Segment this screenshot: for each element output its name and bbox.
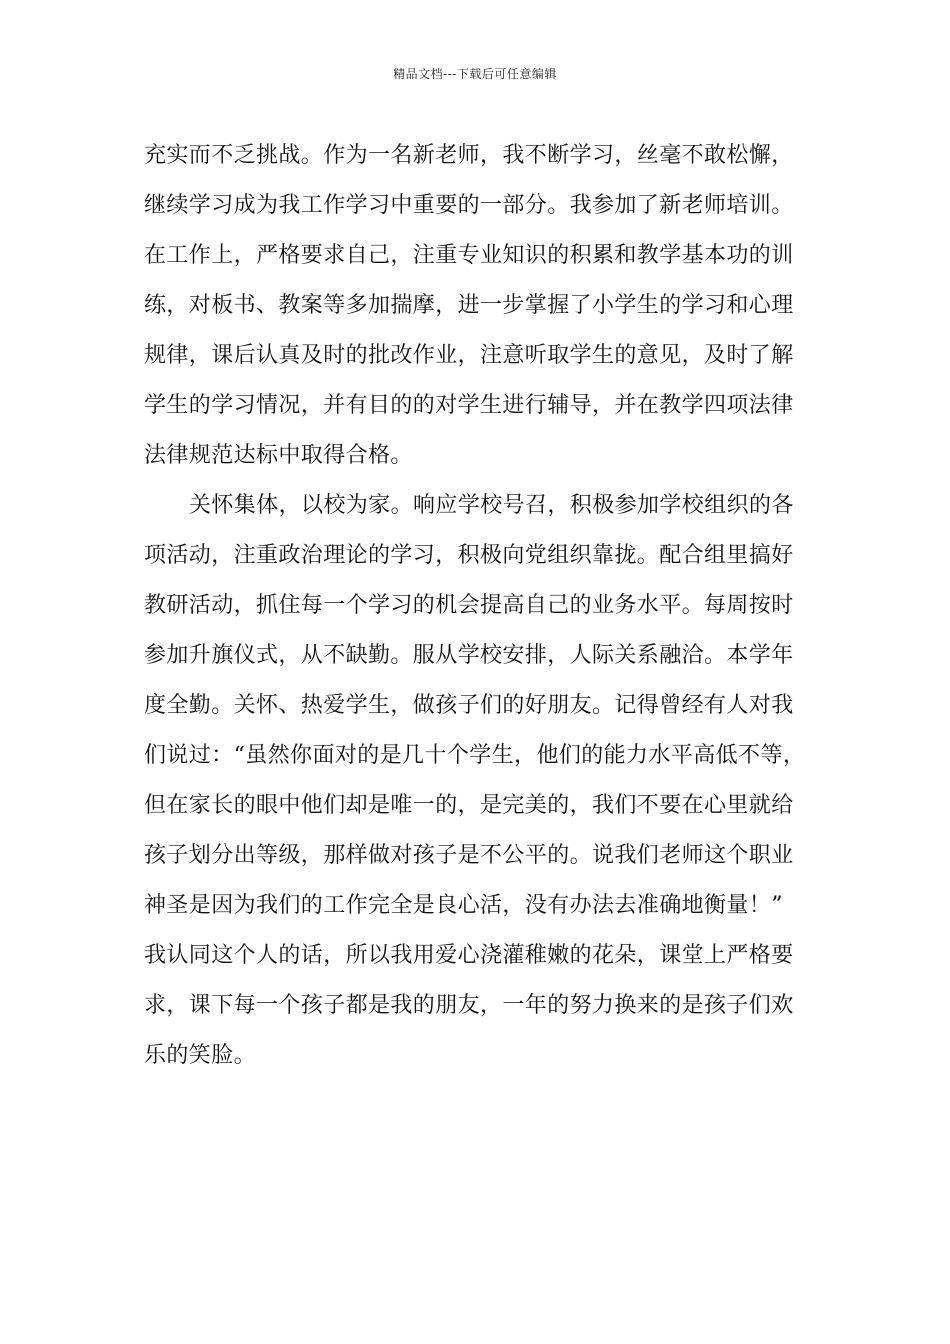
page-header: 精品文档---下载后可任意编辑: [393, 67, 557, 81]
text-line: 规律，课后认真及时的批改作业，注意听取学生的意见，及时了解: [144, 343, 794, 368]
text-line: 但在家长的眼中他们却是唯一的，是完美的，我们不要在心里就给: [144, 793, 794, 818]
document-body: [144, 131, 844, 1131]
text-line: 参加升旗仪式，从不缺勤。服从学校安排，人际关系融洽。本学年: [144, 643, 794, 668]
text-line: 孩子划分出等级，那样做对孩子是不公平的。说我们老师这个职业: [144, 843, 794, 868]
text-line: 教研活动，抓住每一个学习的机会提高自己的业务水平。每周按时: [144, 593, 794, 618]
paragraph-2: [144, 481, 844, 1131]
text-line: 充实而不乏挑战。作为一名新老师，我不断学习，丝毫不敢松懈，: [144, 143, 794, 168]
text-line-indented: 关怀集体，以校为家。响应学校号召，积极参加学校组织的各: [189, 493, 794, 518]
text-line: 乐的笑脸。: [144, 1043, 257, 1068]
text-line: 在工作上，严格要求自己，注重专业知识的积累和教学基本功的训: [144, 243, 794, 268]
text-line: [144, 1081, 844, 1131]
text-line: 继续学习成为我工作学习中重要的一部分。我参加了新老师培训。: [144, 193, 794, 218]
text-line: 求，课下每一个孩子都是我的朋友，一年的努力换来的是孩子们欢: [144, 993, 794, 1018]
text-line: 学生的学习情况，并有目的的对学生进行辅导，并在教学四项法律: [144, 393, 794, 418]
text-line: 我认同这个人的话，所以我用爱心浇灌稚嫩的花朵，课堂上严格要: [144, 943, 794, 968]
text-line: 项活动，注重政治理论的学习，积极向党组织靠拢。配合组里搞好: [144, 543, 794, 568]
text-line: 们说过：“虽然你面对的是几十个学生，他们的能力水平高低不等，: [144, 743, 806, 768]
text-line: 神圣是因为我们的工作完全是良心活，没有办法去准确地衡量！”: [144, 893, 783, 918]
text-line: 法律规范达标中取得合格。: [144, 443, 413, 468]
text-line: 度全勤。关怀、热爱学生，做孩子们的好朋友。记得曾经有人对我: [144, 693, 794, 718]
text-line: 练，对板书、教案等多加揣摩，进一步掌握了小学生的学习和心理: [144, 293, 794, 318]
paragraph-1: [144, 131, 844, 481]
